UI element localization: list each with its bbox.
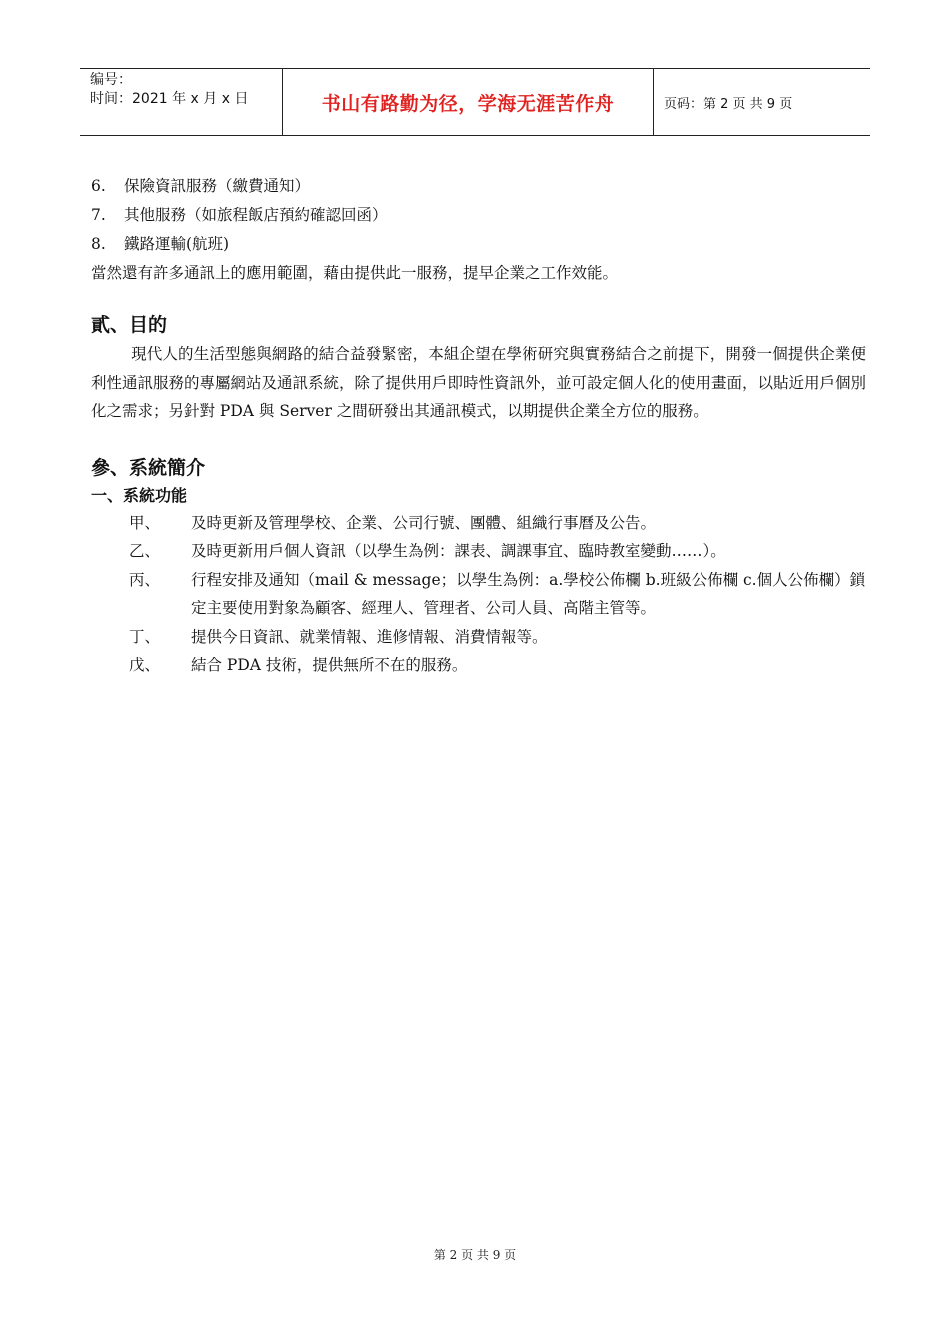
- service-list: [91, 172, 866, 259]
- closing-line: 當然還有許多通訊上的應用範圍，藉由提供此一服務，提早企業之工作效能。: [91, 264, 619, 282]
- function-item-text: 提供今日資訊、就業情報、進修情報、消費情報等。: [191, 627, 548, 646]
- function-item: [91, 566, 866, 623]
- function-item-text: 及時更新用戶個人資訊（以學生為例：課表、調課事宜、臨時教室變動……）。: [191, 542, 726, 560]
- function-item-mark: 甲、: [129, 513, 161, 532]
- purpose-paragraph: [91, 340, 866, 426]
- subsection-title-functions: 一、系統功能: [91, 485, 188, 505]
- function-item: [91, 623, 866, 652]
- function-item-mark: 丙、: [129, 570, 161, 589]
- list-item-text: 保險資訊服務（繳費通知）: [124, 177, 311, 195]
- section-title-system: 參、系統簡介: [91, 456, 206, 479]
- list-item-number: 8.: [91, 235, 106, 253]
- header-motto: 书山有路勤为径，学海无涯苦作舟: [282, 69, 654, 135]
- list-item: [91, 230, 866, 259]
- function-item-mark: 乙、: [129, 542, 161, 560]
- page-footer: 第 2 页 共 9 页: [433, 1248, 517, 1262]
- header-meta: [80, 69, 282, 135]
- function-item-text: 行程安排及通知（mail & message；以學生為例：a.學校公佈欄 b.班級公佈欄 c.個人公佈欄）鎖定主要使用對象為顧客、經理人、管理者、公司人員、高階主管等。: [191, 570, 866, 617]
- function-item: [91, 509, 866, 538]
- document-body: [91, 172, 866, 680]
- list-item-text: 其他服務（如旅程飯店預約確認回函）: [124, 206, 388, 224]
- list-item: [91, 201, 866, 230]
- purpose-text: 現代人的生活型態與網路的結合益發緊密，本組企望在學術研究與實務結合之前提下，開發一個提供企業便利性通訊服務的專屬網站及通訊系統，除了提供用戶即時性資訊外，並可設定個人化的使用畫面，以貼近用戶個別化之需求；另針對 PDA 與 Server 之間研發出其通訊模式，以期提供企業全方位的服務。: [91, 345, 867, 420]
- function-item-mark: 丁、: [129, 627, 161, 646]
- section-title-purpose: 貳、目的: [91, 314, 168, 336]
- function-item: [91, 537, 866, 566]
- list-item-number: 7.: [91, 206, 106, 224]
- page-header: [80, 68, 870, 136]
- list-item-text: 鐵路運輸(航班): [124, 235, 230, 253]
- list-item: [91, 172, 866, 201]
- function-item-text: 結合 PDA 技術，提供無所不在的服務。: [191, 656, 468, 674]
- function-list: [91, 509, 866, 680]
- function-item: [91, 651, 866, 680]
- function-item-mark: 戊、: [129, 656, 161, 674]
- function-item-text: 及時更新及管理學校、企業、公司行號、團體、組織行事曆及公告。: [191, 513, 657, 532]
- header-page-label: 页码：第 2 页 共 9 页: [664, 96, 793, 112]
- header-time-label: 时间：2021 年 x 月 x 日: [90, 91, 249, 107]
- list-item-number: 6.: [91, 177, 106, 195]
- header-code-label: 编号：: [90, 72, 132, 88]
